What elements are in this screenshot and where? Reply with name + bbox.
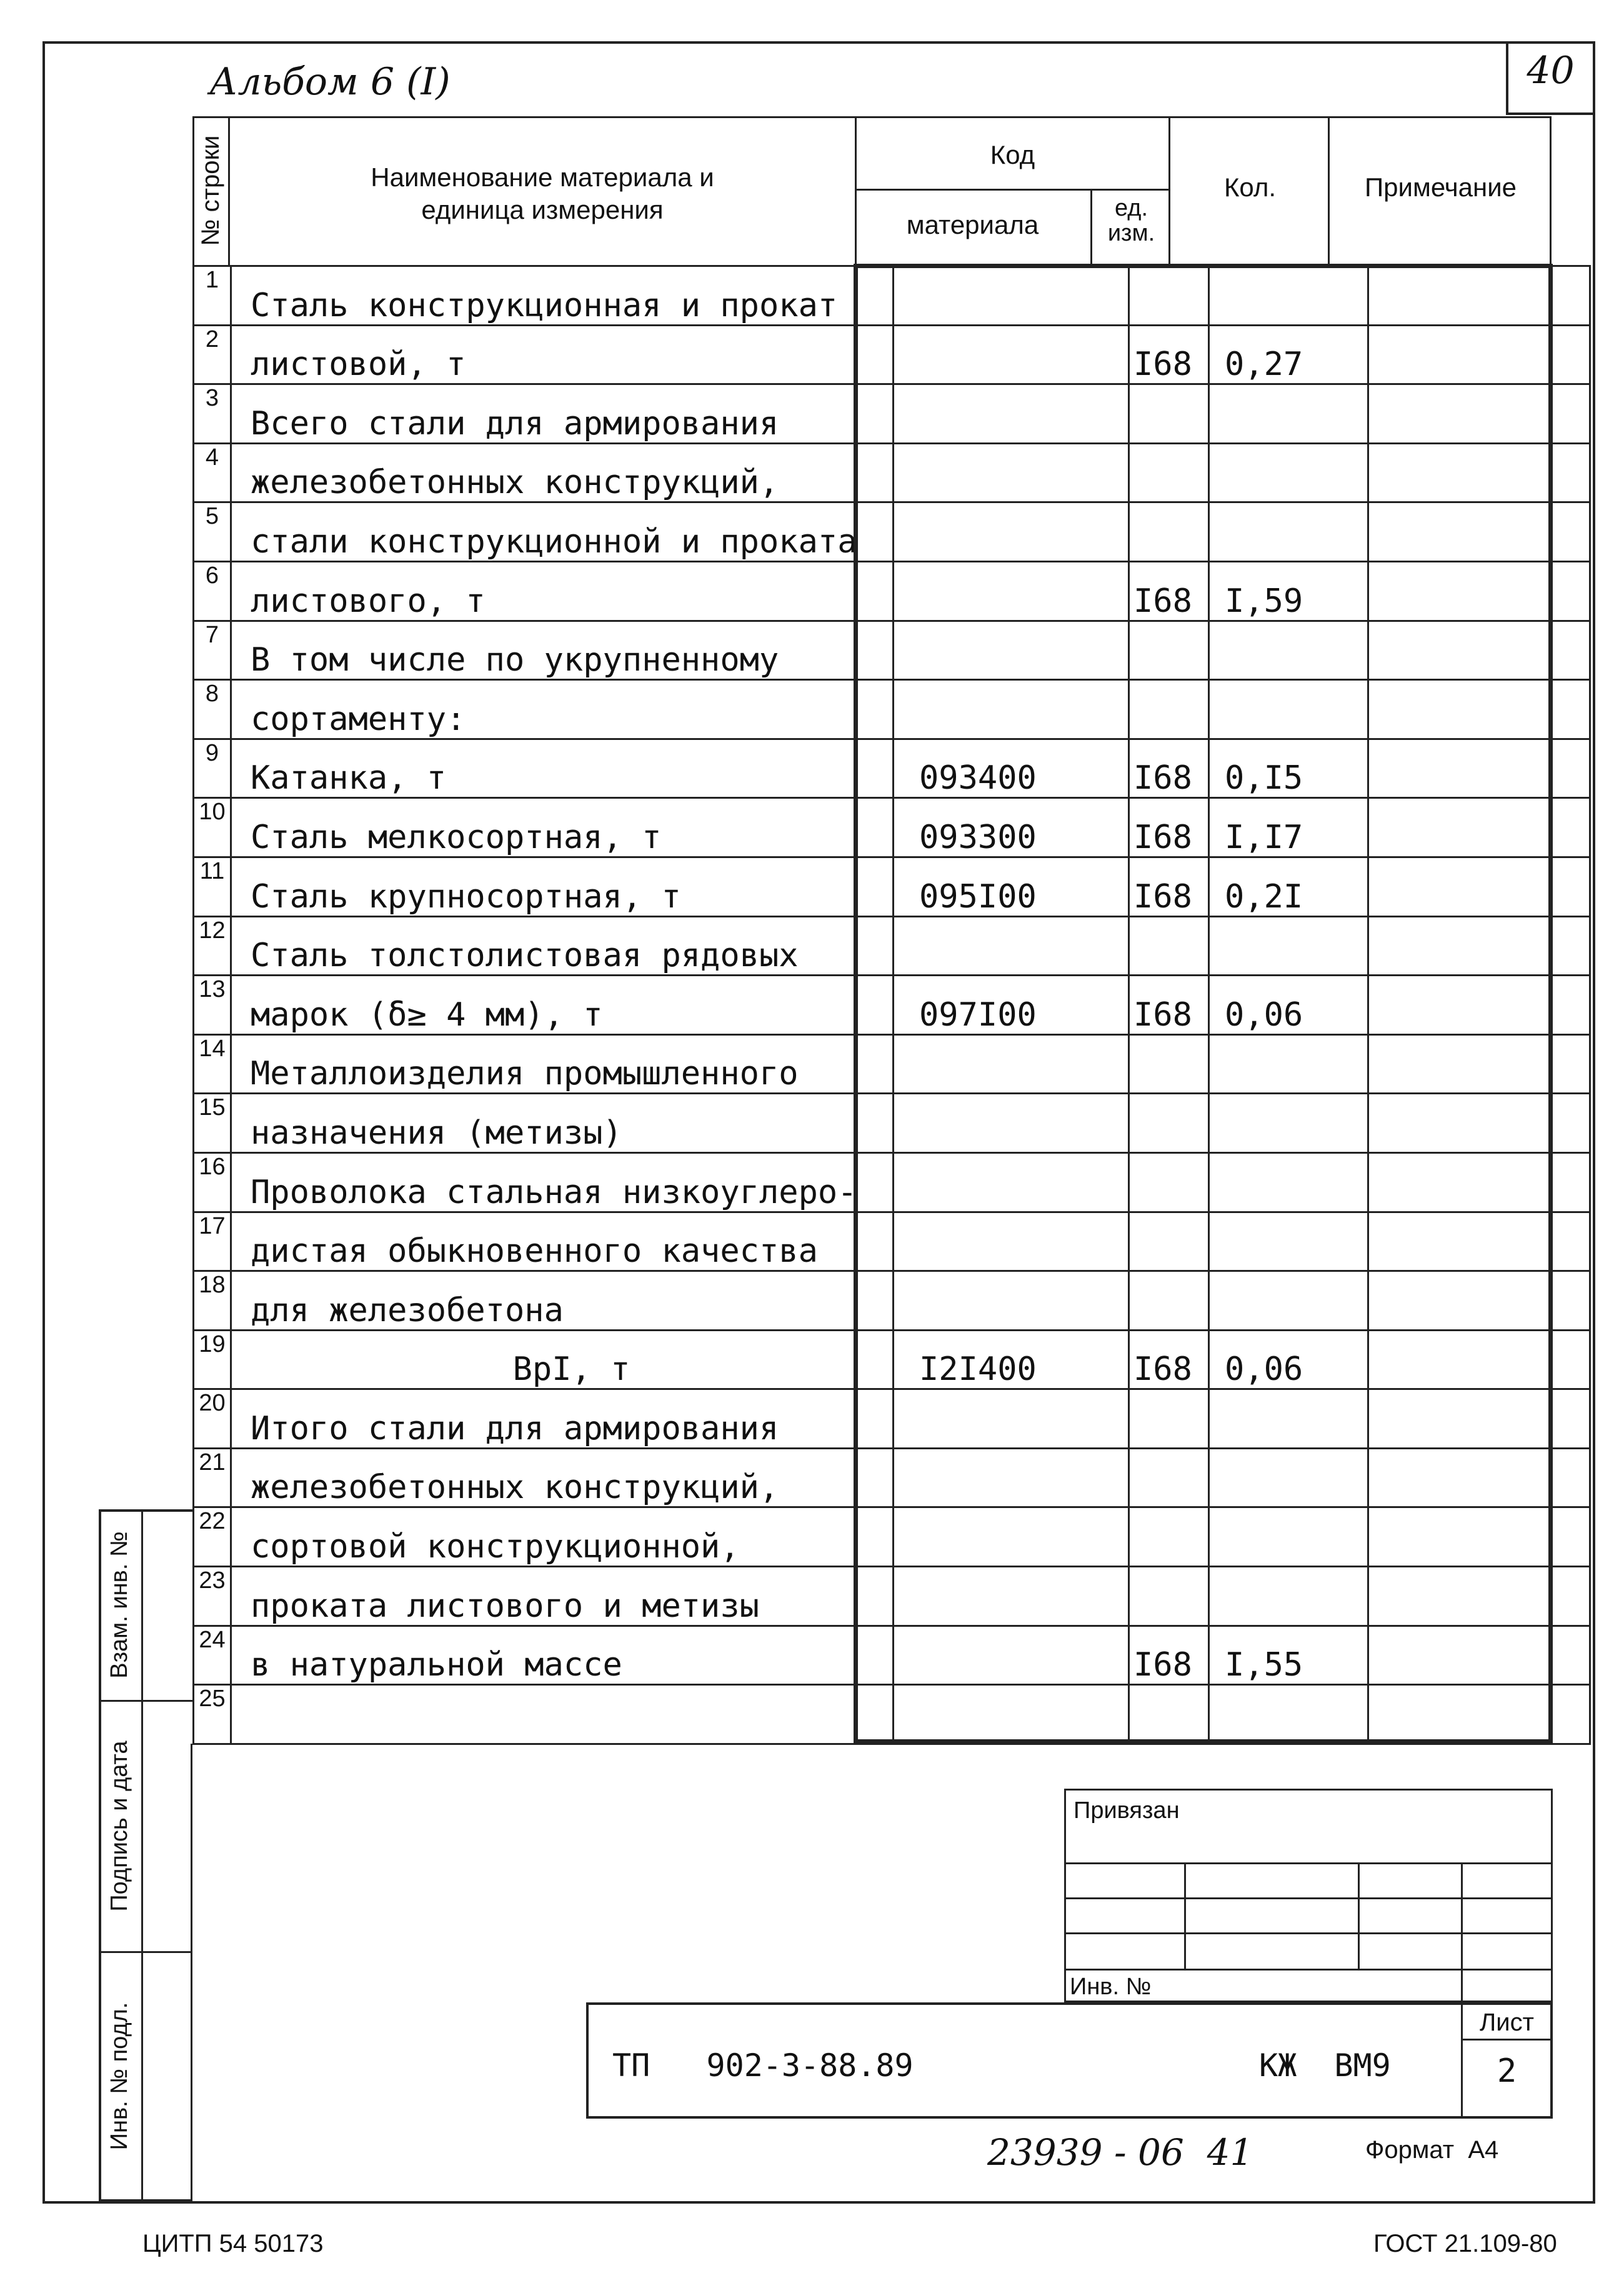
material-name-cell: Сталь мелкосортная, т <box>231 798 894 857</box>
privyazan-vline-2 <box>1358 1862 1360 1969</box>
quantity-cell: 0,06 <box>1209 976 1368 1035</box>
material-name-cell: В том числе по укрупненному <box>231 621 894 680</box>
material-name-cell: Сталь крупносортная, т <box>231 857 894 916</box>
row-number-cell: 6 <box>194 561 231 621</box>
quantity-cell: 0,27 <box>1209 325 1368 384</box>
row-number-cell: 5 <box>194 502 231 562</box>
material-name-cell: марок (δ≥ 4 мм), т <box>231 976 894 1035</box>
sheet-number: 2 <box>1497 2052 1517 2090</box>
row-number-cell: 7 <box>194 621 231 680</box>
quantity-cell: I,I7 <box>1209 798 1368 857</box>
row-number-cell: 22 <box>194 1507 231 1567</box>
material-name-cell: ВрI, т <box>231 1330 894 1389</box>
page-number: 40 <box>1527 49 1575 92</box>
row-number-cell: 3 <box>194 384 231 444</box>
row-number-cell: 9 <box>194 739 231 798</box>
material-name-cell: в натуральной массе <box>231 1626 894 1685</box>
material-name-cell: листового, т <box>231 561 894 621</box>
material-name-cell: стали конструкционной и проката <box>231 502 894 562</box>
material-name-cell: железобетонных конструкций, <box>231 1448 894 1507</box>
row-number-cell: 1 <box>194 266 231 326</box>
privyazan-line-2 <box>1064 1897 1553 1899</box>
privyazan-line-3 <box>1064 1932 1553 1934</box>
material-code-cell: 093300 <box>894 798 1129 857</box>
row-number-cell: 21 <box>194 1448 231 1507</box>
row-number-cell: 12 <box>194 916 231 976</box>
material-code-cell: 095I00 <box>894 857 1129 916</box>
project-code: ТП 902-3-88.89 <box>612 2047 914 2084</box>
header-code-divider <box>855 189 1170 191</box>
unit-code-cell: I68 <box>1129 857 1209 916</box>
header-name-line1: Наименование материала и <box>371 162 714 192</box>
material-name-cell: Итого стали для армирования <box>231 1389 894 1449</box>
side-podpis: Подпись и дата <box>106 1741 132 1912</box>
header-rowno: № строки <box>197 135 224 246</box>
header-note: Примечание <box>1364 172 1517 202</box>
row-number-cell: 25 <box>194 1685 231 1744</box>
material-name-cell: Всего стали для армирования <box>231 384 894 444</box>
left-code: ЦИТП 54 50173 <box>142 2230 324 2257</box>
material-code-cell: I2I400 <box>894 1330 1129 1389</box>
quantity-cell: 0,06 <box>1209 1330 1368 1389</box>
header-code-material: материала <box>906 210 1039 239</box>
material-name-cell: железобетонных конструкций, <box>231 443 894 502</box>
handwritten-number: 23939 - 06 41 <box>987 2131 1253 2174</box>
material-name-cell: Сталь конструкционная и прокат <box>231 266 894 326</box>
row-number-cell: 19 <box>194 1330 231 1389</box>
header-code-unit-2: изм. <box>1107 220 1155 246</box>
binding-line <box>191 1744 192 2203</box>
material-name-cell: проката листового и метизы <box>231 1567 894 1626</box>
row-number-cell: 18 <box>194 1271 231 1331</box>
side-stamp-col-divider <box>141 1509 143 2202</box>
side-inv-podl: Инв. № подл. <box>106 2002 132 2151</box>
material-name-cell: для железобетона <box>231 1271 894 1331</box>
row-number-cell: 16 <box>194 1152 231 1212</box>
material-name-cell: дистая обыкновенного качества <box>231 1212 894 1271</box>
row-number-cell: 4 <box>194 443 231 502</box>
privyazan-vline-1 <box>1184 1862 1186 1969</box>
unit-code-cell: I68 <box>1129 798 1209 857</box>
privyazan-vline-3 <box>1461 1862 1463 2002</box>
row-number-cell: 2 <box>194 325 231 384</box>
gost-label: ГОСТ 21.109-80 <box>1373 2230 1557 2257</box>
privyazan-line-4 <box>1064 1969 1553 1971</box>
row-number-cell: 10 <box>194 798 231 857</box>
sheet-label: Лист <box>1480 2009 1534 2036</box>
quantity-cell: 0,I5 <box>1209 739 1368 798</box>
data-area-outline <box>854 264 1553 1744</box>
row-number-cell: 17 <box>194 1212 231 1271</box>
material-name-cell: Металлоизделия промышленного <box>231 1034 894 1094</box>
material-name-cell: листовой, т <box>231 325 894 384</box>
material-name-cell: Проволока стальная низкоуглеро- <box>231 1152 894 1212</box>
privyazan-label: Привязан <box>1074 1797 1180 1824</box>
row-number-cell: 8 <box>194 680 231 739</box>
album-label: Альбом 6 (I) <box>209 60 451 104</box>
row-number-cell: 14 <box>194 1034 231 1094</box>
unit-code-cell: I68 <box>1129 976 1209 1035</box>
material-name-cell: сортаменту: <box>231 680 894 739</box>
quantity-cell: I,59 <box>1209 561 1368 621</box>
unit-code-cell: I68 <box>1129 325 1209 384</box>
row-number-cell: 24 <box>194 1626 231 1685</box>
header-code: Код <box>990 140 1035 169</box>
header-code-unit-1: ед. <box>1114 195 1148 221</box>
side-stamp-row-divider-2 <box>99 1951 192 1953</box>
side-stamp-row-divider-1 <box>99 1700 192 1702</box>
quantity-cell: 0,2I <box>1209 857 1368 916</box>
material-name-cell <box>231 1685 894 1744</box>
doc-code: КЖ ВМ9 <box>1259 2047 1391 2084</box>
unit-code-cell: I68 <box>1129 1626 1209 1685</box>
material-name-cell: сортовой конструкционной, <box>231 1507 894 1567</box>
title-sheet-hline <box>1461 2039 1553 2041</box>
row-number-cell: 11 <box>194 857 231 916</box>
side-vzam: Взам. инв. № <box>106 1531 132 1679</box>
material-name-cell: Сталь толстолистовая рядовых <box>231 916 894 976</box>
row-number-cell: 20 <box>194 1389 231 1449</box>
header-qty: Кол. <box>1223 172 1277 202</box>
material-code-cell: 093400 <box>894 739 1129 798</box>
unit-code-cell: I68 <box>1129 1330 1209 1389</box>
material-code-cell: 097I00 <box>894 976 1129 1035</box>
material-name-cell: назначения (метизы) <box>231 1094 894 1153</box>
quantity-cell: I,55 <box>1209 1626 1368 1685</box>
header-name-line2: единица измерения <box>421 195 664 224</box>
row-number-cell: 23 <box>194 1567 231 1626</box>
unit-code-cell: I68 <box>1129 561 1209 621</box>
format-label: Формат А4 <box>1365 2136 1499 2164</box>
inv-no-label: Инв. № <box>1070 1974 1152 2000</box>
row-number-cell: 13 <box>194 976 231 1035</box>
row-number-cell: 15 <box>194 1094 231 1153</box>
material-name-cell: Катанка, т <box>231 739 894 798</box>
privyazan-line-1 <box>1064 1862 1553 1864</box>
unit-code-cell: I68 <box>1129 739 1209 798</box>
